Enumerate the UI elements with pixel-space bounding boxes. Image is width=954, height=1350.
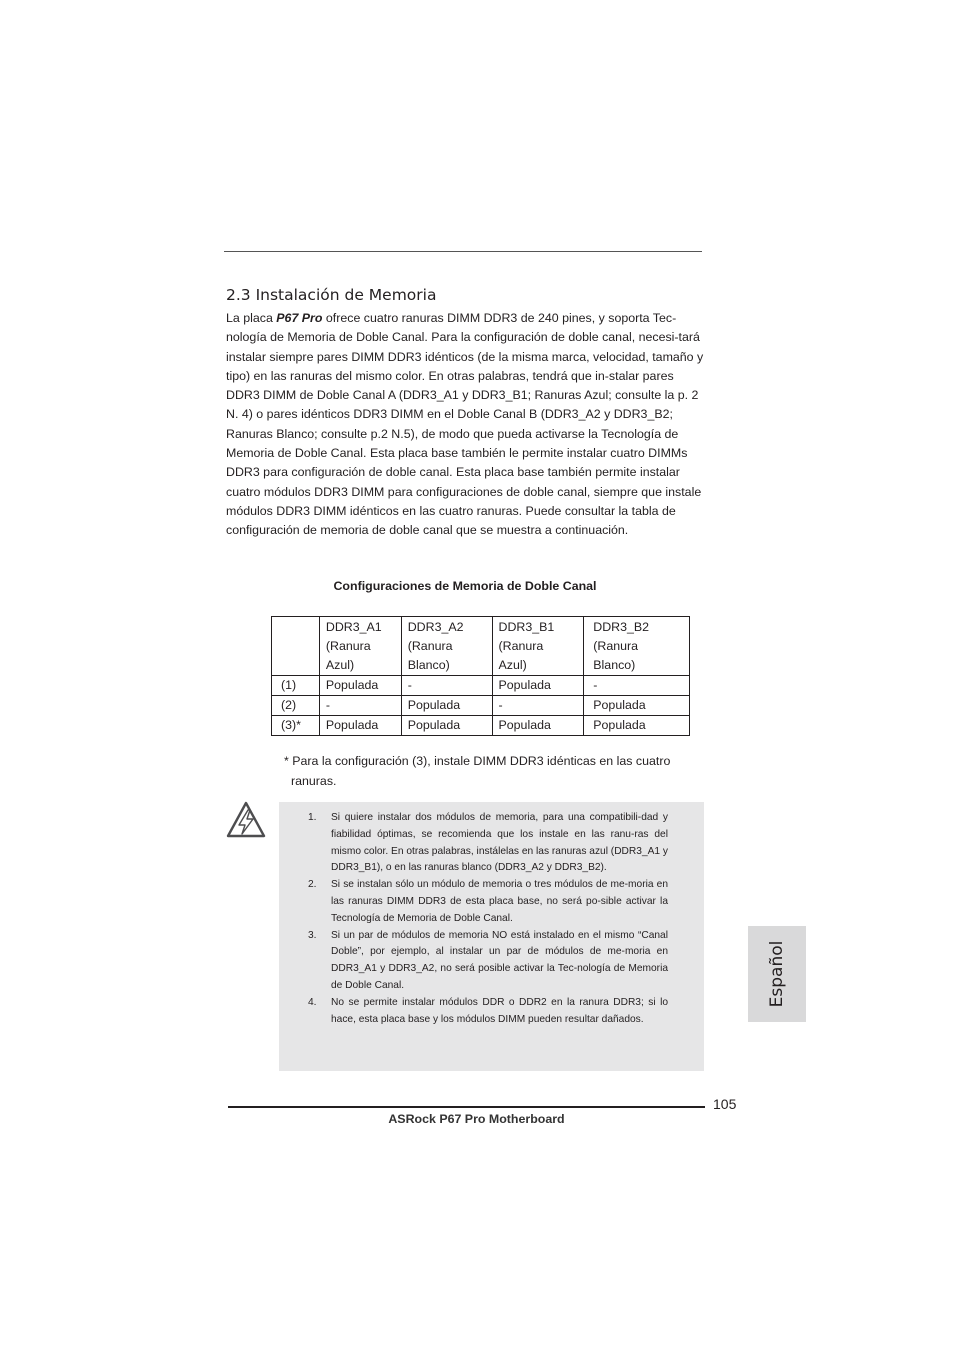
language-tab <box>748 926 806 1022</box>
table-header-row <box>272 617 690 676</box>
table-cell: Populada <box>401 716 492 736</box>
row-label: (3)* <box>272 716 320 736</box>
footnote-line-1: * Para la configuración (3), instale DIMM DDR3 idénticas en las cuatro <box>284 754 671 768</box>
table-cell: - <box>584 676 690 696</box>
language-label: Español <box>767 940 787 1008</box>
table-cell: - <box>319 696 401 716</box>
page-number: 105 <box>713 1096 737 1112</box>
table-cell: - <box>492 696 584 716</box>
header-ddr3-a2: DDR3_A2 (Ranura Blanco) <box>401 617 492 676</box>
table-row <box>272 676 690 696</box>
list-item: 2. Si se instalan sólo un módulo de memoria o tres módulos de me-moria en las ranuras DIMM DDR3 de esta placa base, no será po-sible activar la Tecnología de Memoria de Doble Canal. <box>308 879 668 924</box>
table-cell: - <box>401 676 492 696</box>
list-item: 4. No se permite instalar módulos DDR o DDR2 en la ranura DDR3; si lo hace, esta placa base y los módulos DIMM pueden resultar dañados. <box>308 996 668 1025</box>
table-corner-cell <box>272 617 320 676</box>
table-cell: Populada <box>319 676 401 696</box>
table-row <box>272 696 690 716</box>
table-cell: Populada <box>584 696 690 716</box>
top-divider <box>224 251 702 252</box>
table-row <box>272 716 690 736</box>
footer-divider <box>228 1106 705 1108</box>
intro-before: La placa <box>226 311 277 325</box>
table-cell: Populada <box>319 716 401 736</box>
table-caption: Configuraciones de Memoria de Doble Canal <box>333 579 597 593</box>
table-cell: Populada <box>492 676 584 696</box>
footnote-line-2: ranuras. <box>291 774 337 788</box>
intro-after: ofrece cuatro ranuras DIMM DDR3 de 240 pines, y soporta Tec-nología de Memoria de Doble Canal. Para la configuración de doble canal, necesi-tará instalar siempre pares DIMM DDR3 idénticos (de la misma marca, velocidad, tamaño y tipo) en las ranuras del mismo color. En otras palabras, tendrá que in-stalar pares DDR3 DIMM de Doble Canal A (DDR3_A1 y DDR3_B1; Ranuras Azul; consulte la p. 2 N. 4) o pares idénticos DDR3 DIMM en el Doble Canal B (DDR3_A2 y DDR3_B2; Ranuras Blanco; consulte p.2 N.5), de modo que pueda activarse la Tecnología de Memoria de Doble Canal. Esta placa base también le permite instalar cuatro DIMMs DDR3 para configuración de doble canal. Esta placa base también permite instalar cuatro módulos DDR3 DIMM para configuraciones de doble canal, siempre que instale módulos DDR3 DIMM idénticos en las cuatro ranuras. Puede consultar la tabla de configuración de memoria de doble canal que se muestra a continuación. <box>226 311 704 538</box>
row-label: (1) <box>272 676 320 696</box>
table-cell: Populada <box>401 696 492 716</box>
notes-list <box>305 810 668 1028</box>
table-footnote <box>284 751 704 791</box>
header-ddr3-b1: DDR3_B1 (Ranura Azul) <box>492 617 584 676</box>
list-item: 1. Si quiere instalar dos módulos de memoria, para una compatibili-dad y fiabilidad óptimas, se recomienda que los instale en las ranu-ras del mismo color. En otras palabras, instálelas en las ranuras azul (DDR3_A1 y DDR3_B1), o en las ranuras blanco (DDR3_A2 y DDR3_B2). <box>308 812 668 874</box>
warning-triangle-icon <box>226 801 266 839</box>
header-ddr3-a1: DDR3_A1 (Ranura Azul) <box>319 617 401 676</box>
section-body <box>226 309 704 541</box>
list-item: 3. Si un par de módulos de memoria NO está instalado en el mismo “Canal Doble”, por ejemplo, al instalar un par de módulos de me-moria en DDR3_A1 y DDR3_A2, no será posible activar la Tec-nología de Memoria de Doble Canal. <box>308 929 668 991</box>
footer-title: ASRock P67 Pro Motherboard <box>388 1112 565 1126</box>
table-cell: Populada <box>584 716 690 736</box>
row-label: (2) <box>272 696 320 716</box>
table-cell: Populada <box>492 716 584 736</box>
header-ddr3-b2: DDR3_B2 (Ranura Blanco) <box>584 617 690 676</box>
model-name: P67 Pro <box>276 311 323 325</box>
section-title: 2.3 Instalación de Memoria <box>226 286 437 304</box>
dual-channel-config-table <box>271 616 690 736</box>
